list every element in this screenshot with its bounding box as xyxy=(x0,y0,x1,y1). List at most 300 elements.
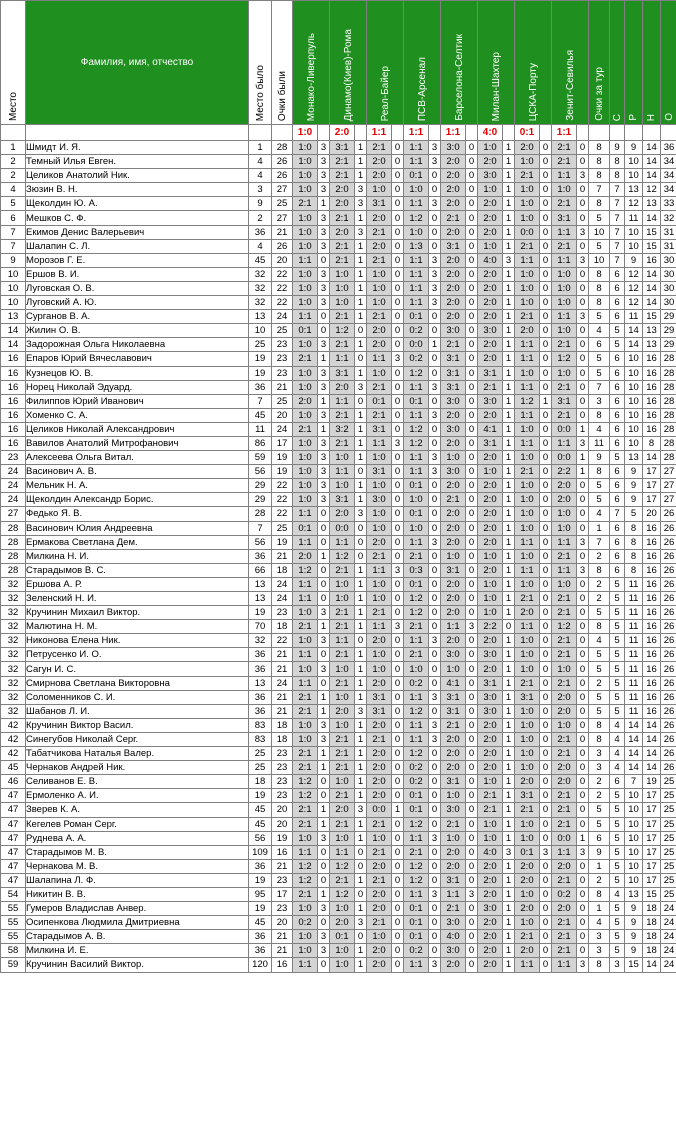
pred-3-cell: 2:1 xyxy=(367,253,392,267)
tour-points-cell: 5 xyxy=(589,817,610,831)
pts-3-cell: 0 xyxy=(392,930,404,944)
s-count-cell: 7 xyxy=(610,197,625,211)
pts-8-cell: 0 xyxy=(577,281,589,295)
s-header xyxy=(610,1,625,125)
pred-1-cell: 2:1 xyxy=(293,747,318,761)
pts-1-cell: 0 xyxy=(318,648,330,662)
pred-5-cell: 2:0 xyxy=(441,296,466,310)
pts-1-cell: 3 xyxy=(318,718,330,732)
pred-6-cell: 4:1 xyxy=(478,422,503,436)
place-cell: 14 xyxy=(1,324,26,338)
n-count-cell: 16 xyxy=(643,662,661,676)
prev-points-cell: 22 xyxy=(272,634,293,648)
s-count-cell: 6 xyxy=(610,549,625,563)
prev-place-cell: 56 xyxy=(249,831,272,845)
name-cell: Вавилов Анатолий Митрофанович xyxy=(26,436,249,450)
n-count-cell: 16 xyxy=(643,690,661,704)
pts-1-cell: 3 xyxy=(318,451,330,465)
name-cell: Шмидт И. Я. xyxy=(26,141,249,155)
table-row xyxy=(1,662,676,676)
total-points-cell: 30 xyxy=(661,253,676,267)
pts-1-cell: 0 xyxy=(318,324,330,338)
pts-2-cell: 1 xyxy=(355,366,367,380)
pts-5-cell: 0 xyxy=(466,281,478,295)
prev-place-header-label: Место было xyxy=(254,64,266,121)
pts-8-cell: 0 xyxy=(577,239,589,253)
results-spacer xyxy=(429,125,441,141)
pts-8-cell: 3 xyxy=(577,845,589,859)
prev-points-cell: 16 xyxy=(272,845,293,859)
pred-7-cell: 1:0 xyxy=(515,648,540,662)
pred-4-cell: 1:2 xyxy=(404,366,429,380)
match-header-label: Динамо(Киев)-Рома xyxy=(342,28,354,121)
pts-4-cell: 0 xyxy=(429,310,441,324)
place-cell: 5 xyxy=(1,197,26,211)
pts-8-cell: 0 xyxy=(577,394,589,408)
pred-4-cell: 1:1 xyxy=(404,718,429,732)
name-cell: Шалапин С. Л. xyxy=(26,239,249,253)
name-cell: Смирнова Светлана Викторовна xyxy=(26,676,249,690)
pred-2-cell: 2:1 xyxy=(330,761,355,775)
pred-3-cell: 3:1 xyxy=(367,422,392,436)
pred-1-cell: 2:1 xyxy=(293,803,318,817)
pts-1-cell: 3 xyxy=(318,493,330,507)
n-count-cell: 18 xyxy=(643,930,661,944)
tour-points-cell: 8 xyxy=(589,169,610,183)
pts-2-cell: 3 xyxy=(355,507,367,521)
match-result-8: 1:1 xyxy=(552,125,577,141)
pts-6-cell: 1 xyxy=(503,859,515,873)
n-count-cell: 18 xyxy=(643,902,661,916)
pred-8-cell: 3:1 xyxy=(552,211,577,225)
table-row xyxy=(1,451,676,465)
total-points-cell: 29 xyxy=(661,324,676,338)
pred-1-cell: 1:1 xyxy=(293,577,318,591)
pred-8-cell: 2:0 xyxy=(552,704,577,718)
pred-8-cell: 2:0 xyxy=(552,902,577,916)
pts-6-cell: 1 xyxy=(503,394,515,408)
pts-8-cell: 0 xyxy=(577,408,589,422)
place-cell: 55 xyxy=(1,916,26,930)
pred-3-cell: 2:0 xyxy=(367,902,392,916)
n-count-cell: 15 xyxy=(643,225,661,239)
pts-1-cell: 0 xyxy=(318,845,330,859)
pred-6-cell: 3:1 xyxy=(478,366,503,380)
pts-8-cell: 1 xyxy=(577,831,589,845)
r-count-cell: 11 xyxy=(625,690,643,704)
pred-2-cell: 2:0 xyxy=(330,704,355,718)
r-count-cell: 14 xyxy=(625,761,643,775)
name-cell: Табатчикова Наталья Валер. xyxy=(26,747,249,761)
s-header-label: С xyxy=(611,113,623,121)
pts-1-cell: 0 xyxy=(318,563,330,577)
pred-7-cell: 1:0 xyxy=(515,451,540,465)
table-row xyxy=(1,507,676,521)
prev-points-cell: 21 xyxy=(272,225,293,239)
prev-place-cell: 18 xyxy=(249,775,272,789)
pred-6-cell: 1:0 xyxy=(478,239,503,253)
tour-points-cell: 8 xyxy=(589,620,610,634)
pts-8-cell: 0 xyxy=(577,479,589,493)
pts-6-cell: 1 xyxy=(503,690,515,704)
pred-2-cell: 2:1 xyxy=(330,732,355,746)
pts-5-cell: 0 xyxy=(466,592,478,606)
r-count-cell: 10 xyxy=(625,352,643,366)
pred-2-cell: 3:2 xyxy=(330,422,355,436)
pred-5-cell: 2:1 xyxy=(441,902,466,916)
pred-7-cell: 1:1 xyxy=(515,352,540,366)
prev-place-cell: 45 xyxy=(249,408,272,422)
pred-6-cell: 2:0 xyxy=(478,535,503,549)
pts-6-cell: 1 xyxy=(503,606,515,620)
pts-5-cell: 0 xyxy=(466,394,478,408)
pred-7-cell: 1:0 xyxy=(515,211,540,225)
pts-6-cell: 1 xyxy=(503,704,515,718)
pts-2-cell: 0 xyxy=(355,394,367,408)
n-count-cell: 15 xyxy=(643,887,661,901)
pred-7-cell: 2:1 xyxy=(515,803,540,817)
pts-4-cell: 0 xyxy=(429,606,441,620)
pts-4-cell: 0 xyxy=(429,493,441,507)
n-count-cell: 16 xyxy=(643,394,661,408)
pts-3-cell: 0 xyxy=(392,902,404,916)
pts-4-cell: 0 xyxy=(429,394,441,408)
tour-points-cell: 7 xyxy=(589,380,610,394)
pred-5-cell: 2:0 xyxy=(441,859,466,873)
pred-1-cell: 2:1 xyxy=(293,352,318,366)
pts-3-cell: 0 xyxy=(392,662,404,676)
n-count-cell: 14 xyxy=(643,211,661,225)
table-row xyxy=(1,958,676,972)
match-result-1: 1:0 xyxy=(293,125,318,141)
pts-5-cell: 0 xyxy=(466,324,478,338)
table-row xyxy=(1,239,676,253)
pts-3-cell: 0 xyxy=(392,310,404,324)
pred-2-cell: 2:1 xyxy=(330,563,355,577)
n-count-cell: 16 xyxy=(643,366,661,380)
match-header-label: Зенит-Севилья xyxy=(564,50,576,121)
pred-8-cell: 1:1 xyxy=(552,310,577,324)
place-cell: 28 xyxy=(1,521,26,535)
pred-2-cell: 1:0 xyxy=(330,479,355,493)
pred-2-cell: 2:1 xyxy=(330,873,355,887)
pred-7-cell: 2:1 xyxy=(515,169,540,183)
name-cell: Кручинин Виктор Васил. xyxy=(26,718,249,732)
pred-3-cell: 3:1 xyxy=(367,465,392,479)
pred-2-cell: 1:0 xyxy=(330,718,355,732)
table-row xyxy=(1,775,676,789)
table-row xyxy=(1,902,676,916)
pts-2-cell: 0 xyxy=(355,930,367,944)
prev-place-cell: 19 xyxy=(249,902,272,916)
total-points-cell: 27 xyxy=(661,479,676,493)
pred-6-cell: 1:0 xyxy=(478,549,503,563)
pts-8-cell: 0 xyxy=(577,141,589,155)
table-row xyxy=(1,380,676,394)
pts-6-cell: 1 xyxy=(503,296,515,310)
pts-1-cell: 0 xyxy=(318,253,330,267)
pred-3-cell: 1:0 xyxy=(367,296,392,310)
pred-8-cell: 2:1 xyxy=(552,732,577,746)
pred-7-cell: 1:1 xyxy=(515,436,540,450)
name-cell: Никитин В. В. xyxy=(26,887,249,901)
pts-2-cell: 1 xyxy=(355,747,367,761)
s-count-cell: 6 xyxy=(610,563,625,577)
total-points-cell: 26 xyxy=(661,747,676,761)
pts-4-cell: 0 xyxy=(429,225,441,239)
r-count-cell: 9 xyxy=(625,944,643,958)
prev-place-cell: 10 xyxy=(249,324,272,338)
pred-2-cell: 2:0 xyxy=(330,507,355,521)
tour-points-cell: 3 xyxy=(589,761,610,775)
name-cell: Синегубов Николай Серг. xyxy=(26,732,249,746)
pred-7-cell: 1:0 xyxy=(515,521,540,535)
name-cell: Темный Илья Евген. xyxy=(26,155,249,169)
table-row xyxy=(1,620,676,634)
table-row xyxy=(1,352,676,366)
pred-8-cell: 1:0 xyxy=(552,662,577,676)
pred-2-cell: 2:0 xyxy=(330,225,355,239)
pts-7-cell: 0 xyxy=(540,338,552,352)
total-points-cell: 25 xyxy=(661,845,676,859)
tour-points-cell: 5 xyxy=(589,690,610,704)
pts-1-cell: 3 xyxy=(318,267,330,281)
place-cell: 54 xyxy=(1,887,26,901)
pred-1-cell: 1:0 xyxy=(293,380,318,394)
prev-place-cell: 19 xyxy=(249,352,272,366)
pred-3-cell: 1:0 xyxy=(367,930,392,944)
pts-4-cell: 0 xyxy=(429,366,441,380)
pred-4-cell: 1:0 xyxy=(404,225,429,239)
pts-8-cell: 0 xyxy=(577,493,589,507)
pred-6-cell: 2:0 xyxy=(478,267,503,281)
pred-6-cell: 1:0 xyxy=(478,183,503,197)
pred-2-cell: 1:0 xyxy=(330,690,355,704)
pred-1-cell: 1:1 xyxy=(293,507,318,521)
pts-5-cell: 0 xyxy=(466,648,478,662)
pred-4-cell: 0:1 xyxy=(404,479,429,493)
pts-8-cell: 3 xyxy=(577,436,589,450)
tour-points-cell: 4 xyxy=(589,507,610,521)
prev-place-cell: 45 xyxy=(249,916,272,930)
n-count-cell: 16 xyxy=(643,352,661,366)
tour-points-cell: 11 xyxy=(589,436,610,450)
tour-points-cell: 5 xyxy=(589,239,610,253)
pred-7-cell: 1:0 xyxy=(515,577,540,591)
pred-8-cell: 2:1 xyxy=(552,676,577,690)
place-cell: 32 xyxy=(1,676,26,690)
pts-7-cell: 0 xyxy=(540,451,552,465)
pred-5-cell: 2:1 xyxy=(441,817,466,831)
name-cell: Малютина Н. М. xyxy=(26,620,249,634)
pts-8-cell: 1 xyxy=(577,422,589,436)
s-count-cell: 5 xyxy=(610,606,625,620)
pred-7-cell: 1:2 xyxy=(515,394,540,408)
match-result-3: 1:1 xyxy=(367,125,392,141)
pts-5-cell: 0 xyxy=(466,197,478,211)
results-spacer xyxy=(249,125,272,141)
pts-7-cell: 0 xyxy=(540,281,552,295)
pred-3-cell: 2:0 xyxy=(367,155,392,169)
pred-3-cell: 0:0 xyxy=(367,803,392,817)
table-row xyxy=(1,338,676,352)
place-cell: 28 xyxy=(1,549,26,563)
pts-1-cell: 0 xyxy=(318,310,330,324)
r-count-cell: 11 xyxy=(625,634,643,648)
n-count-cell: 17 xyxy=(643,803,661,817)
pred-7-cell: 1:0 xyxy=(515,704,540,718)
pred-8-cell: 1:1 xyxy=(552,958,577,972)
pts-1-cell: 1 xyxy=(318,690,330,704)
n-count-cell: 14 xyxy=(643,718,661,732)
prev-place-cell: 95 xyxy=(249,887,272,901)
n-count-cell: 17 xyxy=(643,859,661,873)
place-cell: 24 xyxy=(1,493,26,507)
pred-4-cell: 1:2 xyxy=(404,211,429,225)
n-count-cell: 12 xyxy=(643,183,661,197)
name-cell: Алексеева Ольга Витал. xyxy=(26,451,249,465)
pts-6-cell: 1 xyxy=(503,380,515,394)
pts-5-cell: 0 xyxy=(466,803,478,817)
pts-4-cell: 0 xyxy=(429,577,441,591)
name-cell: Осипенкова Людмила Дмитриевна xyxy=(26,916,249,930)
pts-7-cell: 0 xyxy=(540,817,552,831)
match-header-3 xyxy=(367,1,404,125)
pred-8-cell: 2:1 xyxy=(552,408,577,422)
pts-7-cell: 0 xyxy=(540,183,552,197)
pred-3-cell: 2:0 xyxy=(367,789,392,803)
pred-3-cell: 2:1 xyxy=(367,310,392,324)
pred-1-cell: 1:0 xyxy=(293,732,318,746)
pred-8-cell: 1:1 xyxy=(552,563,577,577)
pred-5-cell: 2:0 xyxy=(441,521,466,535)
pts-8-cell: 0 xyxy=(577,380,589,394)
pts-2-cell: 3 xyxy=(355,225,367,239)
total-points-cell: 24 xyxy=(661,944,676,958)
pred-4-cell: 0:2 xyxy=(404,676,429,690)
pred-7-cell: 2:1 xyxy=(515,465,540,479)
pts-1-cell: 3 xyxy=(318,366,330,380)
pred-4-cell: 0:3 xyxy=(404,563,429,577)
r-count-cell: 9 xyxy=(625,479,643,493)
pred-6-cell: 2:0 xyxy=(478,408,503,422)
place-cell: 55 xyxy=(1,930,26,944)
match-header-1 xyxy=(293,1,330,125)
total-points-cell: 26 xyxy=(661,662,676,676)
pred-4-cell: 1:1 xyxy=(404,690,429,704)
s-count-cell: 6 xyxy=(610,408,625,422)
r-count-cell: 12 xyxy=(625,267,643,281)
pred-7-cell: 1:0 xyxy=(515,296,540,310)
pred-2-cell: 2:1 xyxy=(330,676,355,690)
pts-3-cell: 0 xyxy=(392,183,404,197)
pred-7-cell: 1:0 xyxy=(515,479,540,493)
place-cell: 58 xyxy=(1,944,26,958)
table-row xyxy=(1,197,676,211)
prev-points-cell: 23 xyxy=(272,775,293,789)
pred-1-cell: 1:2 xyxy=(293,563,318,577)
pred-6-cell: 2:0 xyxy=(478,493,503,507)
table-row xyxy=(1,732,676,746)
pred-3-cell: 2:0 xyxy=(367,634,392,648)
pred-3-cell: 1:0 xyxy=(367,183,392,197)
pred-6-cell: 2:0 xyxy=(478,352,503,366)
pts-8-cell: 1 xyxy=(577,465,589,479)
pred-8-cell: 1:1 xyxy=(552,225,577,239)
pred-1-cell: 2:0 xyxy=(293,394,318,408)
place-cell: 32 xyxy=(1,634,26,648)
tour-points-cell: 5 xyxy=(589,648,610,662)
pred-6-cell: 2:1 xyxy=(478,380,503,394)
pred-4-cell: 0:1 xyxy=(404,394,429,408)
pred-2-cell: 1:1 xyxy=(330,394,355,408)
total-points-cell: 26 xyxy=(661,690,676,704)
pred-3-cell: 2:0 xyxy=(367,761,392,775)
pred-8-cell: 2:1 xyxy=(552,606,577,620)
pts-2-cell: 1 xyxy=(355,761,367,775)
place-cell: 10 xyxy=(1,281,26,295)
place-cell: 47 xyxy=(1,831,26,845)
place-cell: 32 xyxy=(1,620,26,634)
pts-6-cell: 1 xyxy=(503,732,515,746)
pts-3-cell: 0 xyxy=(392,958,404,972)
pts-7-cell: 0 xyxy=(540,239,552,253)
pts-7-cell: 0 xyxy=(540,803,552,817)
table-row xyxy=(1,563,676,577)
pred-7-cell: 2:0 xyxy=(515,141,540,155)
pred-2-cell: 2:1 xyxy=(330,747,355,761)
pts-1-cell: 3 xyxy=(318,606,330,620)
pred-8-cell: 1:0 xyxy=(552,324,577,338)
name-cell: Федько Я. В. xyxy=(26,507,249,521)
s-count-cell: 6 xyxy=(610,535,625,549)
tour-points-cell: 8 xyxy=(589,296,610,310)
n-count-cell: 16 xyxy=(643,253,661,267)
pred-6-cell: 2:0 xyxy=(478,887,503,901)
pts-2-cell: 3 xyxy=(355,803,367,817)
pts-5-cell: 0 xyxy=(466,451,478,465)
prev-points-cell: 21 xyxy=(272,549,293,563)
pred-4-cell: 1:0 xyxy=(404,521,429,535)
r-count-cell: 8 xyxy=(625,521,643,535)
pred-7-cell: 1:0 xyxy=(515,493,540,507)
pts-5-cell: 0 xyxy=(466,422,478,436)
pred-1-cell: 1:1 xyxy=(293,648,318,662)
total-points-cell: 27 xyxy=(661,493,676,507)
total-points-cell: 25 xyxy=(661,859,676,873)
pred-6-cell: 1:0 xyxy=(478,817,503,831)
name-cell: Шалапина Л. Ф. xyxy=(26,873,249,887)
pts-8-cell: 0 xyxy=(577,887,589,901)
place-cell: 1 xyxy=(1,141,26,155)
tour-points-header xyxy=(589,1,610,125)
pts-6-cell: 1 xyxy=(503,338,515,352)
name-cell: Ершова А. Р. xyxy=(26,577,249,591)
pts-3-cell: 0 xyxy=(392,761,404,775)
pts-4-cell: 0 xyxy=(429,507,441,521)
tour-points-cell: 5 xyxy=(589,704,610,718)
pts-6-cell: 1 xyxy=(503,366,515,380)
pts-4-cell: 3 xyxy=(429,887,441,901)
r-count-cell: 12 xyxy=(625,197,643,211)
pred-8-cell: 1:1 xyxy=(552,535,577,549)
pts-6-cell: 1 xyxy=(503,465,515,479)
pts-2-cell: 1 xyxy=(355,958,367,972)
pts-1-cell: 1 xyxy=(318,761,330,775)
prev-points-cell: 20 xyxy=(272,916,293,930)
pts-3-cell: 0 xyxy=(392,859,404,873)
pred-8-cell: 2:1 xyxy=(552,817,577,831)
